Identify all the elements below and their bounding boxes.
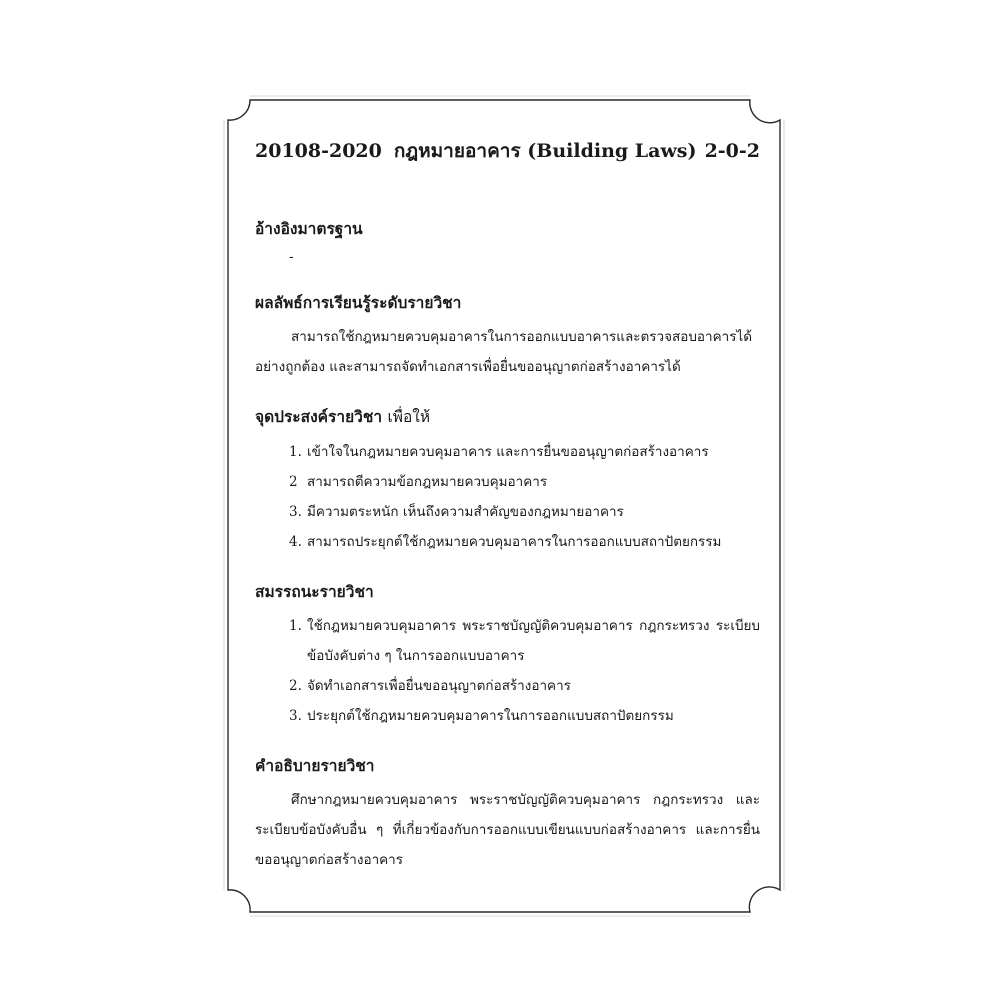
course-document [255,138,760,899]
learning-outcomes-title: ผลลัพธ์การเรียนรู้ระดับรายวิชา [255,292,462,312]
course-header [255,138,760,166]
course-credits: 2-0-2 [704,140,760,162]
objectives-title [255,406,760,428]
item-text: ประยุกต์ใช้กฎหมายควบคุมอาคารในการออกแบบสถาปัตยกรรม [307,707,674,724]
item-text: สามารถตีความข้อกฎหมายควบคุมอาคาร [307,473,548,490]
description-title: คำอธิบายรายวิชา [255,755,375,775]
item-number: 4. [289,533,302,550]
item-text: สามารถประยุกต์ใช้กฎหมายควบคุมอาคารในการออกแบบสถาปัตยกรรม [307,533,722,550]
objectives-section [255,406,760,556]
item-text: จัดทำเอกสารเพื่อยื่นขออนุญาตก่อสร้างอาคาร [307,677,571,694]
competencies-list [255,611,760,731]
competencies-title: สมรรถนะรายวิชา [255,581,374,601]
course-code: 20108-2020 [255,140,382,162]
item-number: 1. [289,617,302,634]
list-item [289,527,760,557]
course-title: กฎหมายอาคาร (Building Laws) [393,140,697,162]
objectives-list [255,437,760,557]
item-text: มีความตระหนัก เห็นถึงความสำคัญของกฎหมายอาคาร [307,503,624,520]
item-number: 3. [289,503,302,520]
item-number: 1. [289,443,302,460]
list-item [289,671,760,701]
item-number: 3. [289,707,302,724]
competencies-section [255,581,760,731]
objectives-title-label: จุดประสงค์รายวิชา [255,407,383,427]
description-text: ศึกษากฎหมายควบคุมอาคาร พระราชบัญญัติควบคุมอาคาร กฎกระทรวง และระเบียบข้อบังคับอื่น ๆ ที่เกี่ยวข้องกับการออกแบบเขียนแบบก่อสร้างอาคาร และการยื่นขออนุญาตก่อสร้างอาคาร [255,792,760,869]
objectives-title-suffix: เพื่อให้ [387,408,431,427]
item-number: 2 [289,473,298,490]
description-section [255,755,760,875]
list-item [289,611,760,671]
standards-value: - [289,249,294,266]
item-text: เข้าใจในกฎหมายควบคุมอาคาร และการยื่นขออนุญาตก่อสร้างอาคาร [307,443,709,460]
standards-section [255,218,760,268]
learning-outcomes-section [255,292,760,382]
learning-outcomes-text: สามารถใช้กฎหมายควบคุมอาคารในการออกแบบอาคารและตรวจสอบอาคารได้อย่างถูกต้อง และสามารถจัดทำเอกสารเพื่อยื่นขออนุญาตก่อสร้างอาคารได้ [255,329,753,376]
list-item [289,701,760,731]
standards-title: อ้างอิงมาตรฐาน [255,218,363,238]
list-item [289,467,760,497]
list-item [289,437,760,467]
item-number: 2. [289,677,302,694]
list-item [289,497,760,527]
course-code-title [255,138,697,166]
item-text: ใช้กฎหมายควบคุมอาคาร พระราชบัญญัติควบคุมอาคาร กฎกระทรวง ระเบียบข้อบังคับต่าง ๆ ในการออกแบบอาคาร [307,617,760,664]
